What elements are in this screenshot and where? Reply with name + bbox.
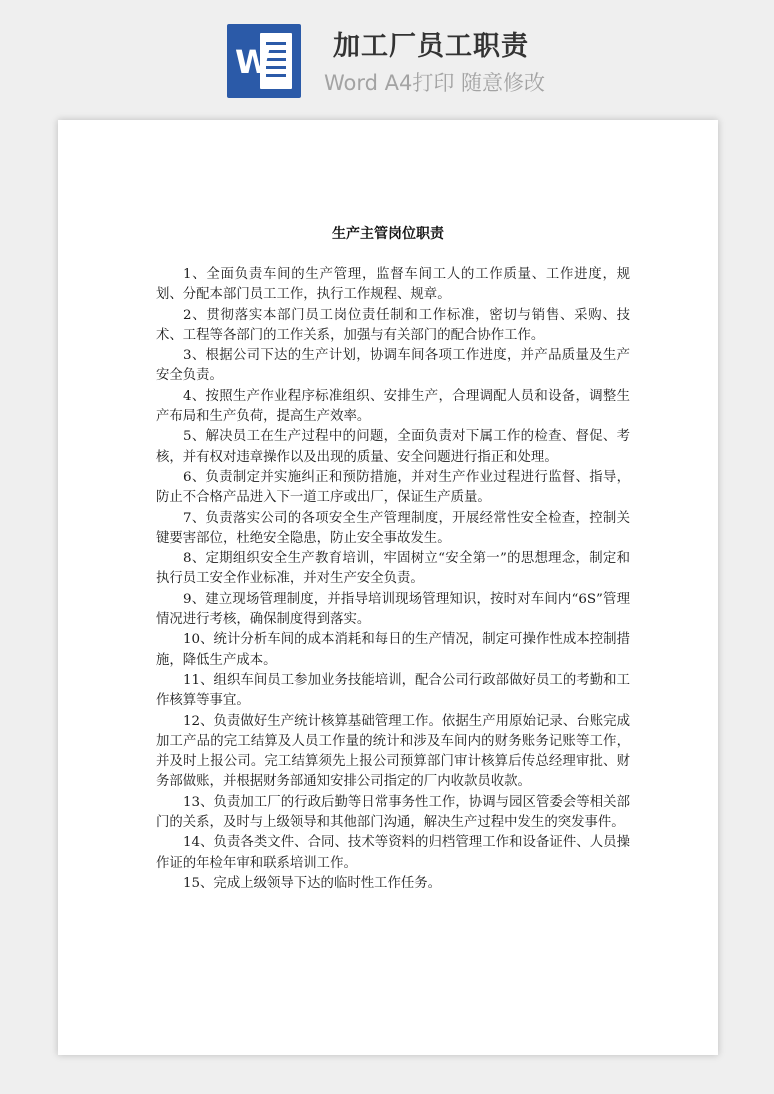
paragraph-1: 1、全面负责车间的生产管理，监督车间工人的工作质量、工作进度，规划、分配本部门员工工作，执行工作规程、规章。: [156, 267, 630, 303]
document-page: [58, 120, 718, 1055]
document-body: [156, 265, 630, 894]
paragraph-5: 5、解决员工在生产过程中的问题，全面负责对下属工作的检查、督促、考核，并有权对违章操作以及出现的质量、安全问题进行指正和处理。: [156, 429, 630, 465]
paragraph-12: 12、负责做好生产统计核算基础管理工作。依据生产用原始记录、台账完成加工产品的完工结算及人员工作量的统计和涉及车间内的财务账务记账等工作，并及时上报公司。完工结算须先上报公司预算部门审计核算后传总经理审批、财务部做账，并根据财务部通知安排公司指定的厂内收款员收款。: [156, 713, 630, 790]
word-document-icon: [227, 24, 301, 98]
paragraph-7: 7、负责落实公司的各项安全生产管理制度，开展经常性安全检查，控制关键要害部位，杜绝安全隐患，防止安全事故发生。: [156, 510, 630, 546]
paragraph-10: 10、统计分析车间的成本消耗和每日的生产情况，制定可操作性成本控制措施，降低生产成本。: [156, 632, 630, 668]
word-icon-letter: W: [235, 43, 271, 81]
document-title: 生产主管岗位职责: [332, 226, 444, 242]
paragraph-13: 13、负责加工厂的行政后勤等日常事务性工作，协调与园区管委会等相关部门的关系，及时与上级领导和其他部门沟通，解决生产过程中发生的突发事件。: [156, 794, 630, 831]
header-subtitle: Word A4打印 随意修改: [324, 71, 546, 95]
paragraph-9: 9、建立现场管理制度，并指导培训现场管理知识，按时对车间内“6S”管理情况进行考核，确保制度得到落实。: [156, 591, 630, 628]
paragraph-14: 14、负责各类文件、合同、技术等资料的归档管理工作和设备证件、人员操作证的年检年审和联系培训工作。: [156, 835, 630, 871]
header-banner: [0, 0, 774, 112]
paragraph-3: 3、根据公司下达的生产计划，协调车间各项工作进度，并产品质量及生产安全负责。: [156, 348, 630, 384]
paragraph-8: 8、定期组织安全生产教育培训，牢固树立“安全第一”的思想理念，制定和执行员工安全作业标准，并对生产安全负责。: [156, 551, 630, 587]
paragraph-2: 2、贯彻落实本部门员工岗位责任制和工作标准，密切与销售、采购、技术、工程等各部门的工作关系，加强与有关部门的配合协作工作。: [156, 307, 630, 343]
paragraph-11: 11、组织车间员工参加业务技能培训，配合公司行政部做好员工的考勤和工作核算等事宜。: [156, 672, 630, 709]
header-title: 加工厂员工职责: [333, 31, 529, 62]
paragraph-6: 6、负责制定并实施纠正和预防措施，并对生产作业过程进行监督、指导，防止不合格产品进入下一道工序或出厂，保证生产质量。: [156, 469, 630, 506]
paragraph-4: 4、按照生产作业程序标准组织、安排生产，合理调配人员和设备，调整生产布局和生产负荷，提高生产效率。: [156, 388, 630, 425]
paragraph-15: 15、完成上级领导下达的临时性工作任务。: [183, 875, 442, 891]
